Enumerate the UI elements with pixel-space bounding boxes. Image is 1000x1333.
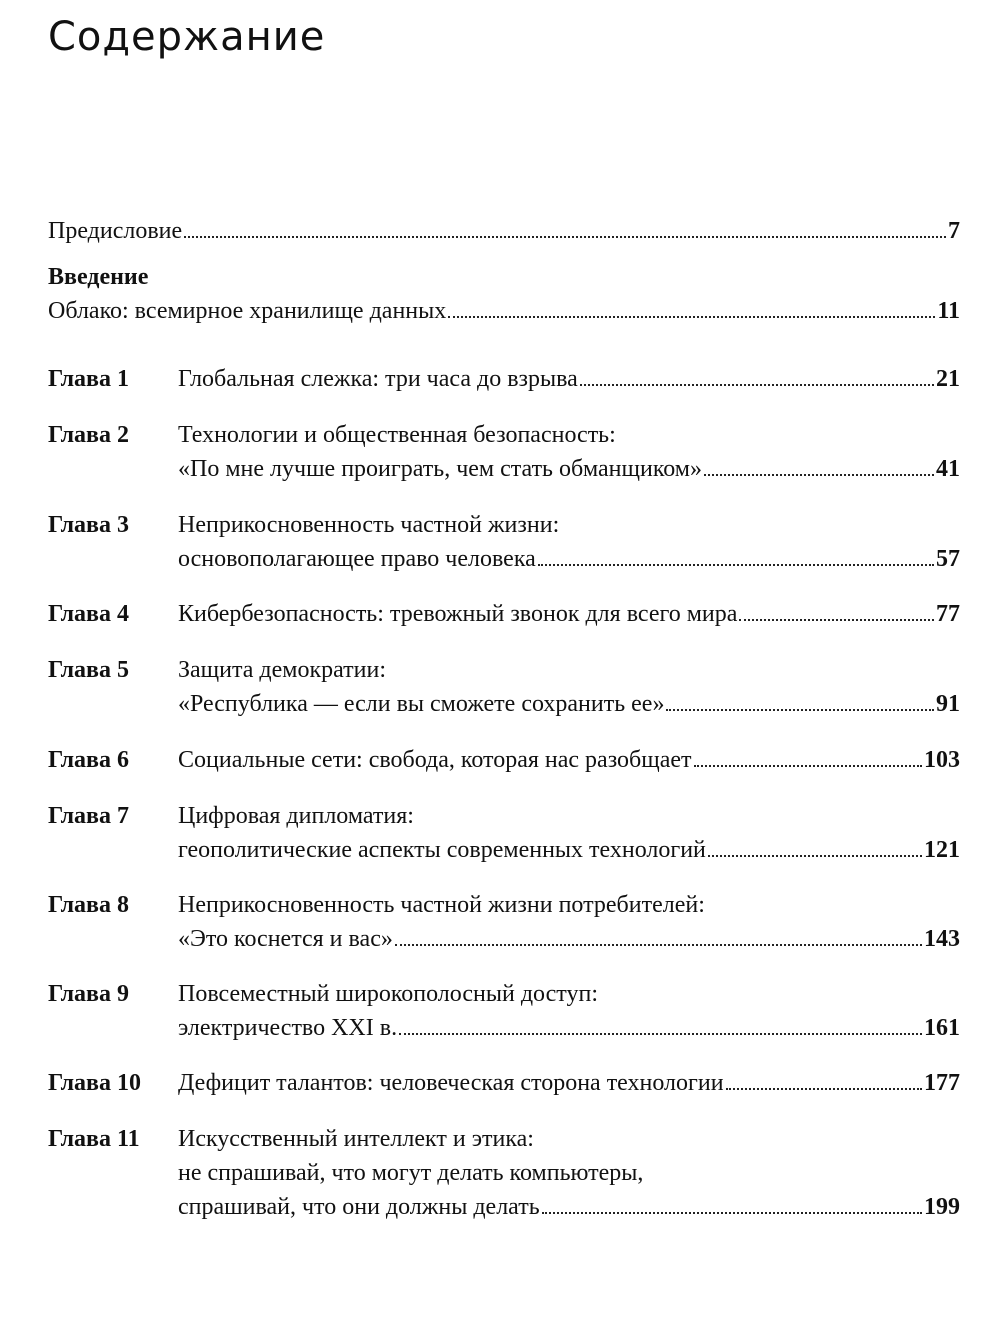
- introduction-entry[interactable]: [48, 260, 960, 328]
- page-number: 199: [924, 1194, 960, 1220]
- dot-leader: [666, 709, 934, 711]
- dot-leader: [538, 564, 934, 566]
- chapter-title-line: «Республика — если вы сможете сохранить ее»: [178, 691, 665, 717]
- chapter-label: Глава 10: [48, 1070, 141, 1096]
- dot-leader: [580, 384, 934, 386]
- chapter-title-line: «Это коснется и вас»: [178, 926, 393, 952]
- chapter-title-line: основополагающее право человека: [178, 546, 536, 572]
- chapter-title-line: Глобальная слежка: три часа до взрыва: [178, 366, 578, 392]
- dot-leader: [184, 236, 946, 238]
- chapter-title-block: [178, 597, 960, 631]
- dot-leader: [704, 474, 934, 476]
- chapter-title-line: Повсеместный широкополосный доступ:: [178, 981, 598, 1007]
- chapter-title-line: Защита демократии:: [178, 657, 387, 683]
- chapter-title-block: [178, 977, 960, 1045]
- page-number: 177: [924, 1070, 960, 1096]
- dot-leader: [694, 765, 922, 767]
- page-number: 41: [936, 456, 960, 482]
- dot-leader: [395, 944, 922, 946]
- chapter-title-line: Дефицит талантов: человеческая сторона технологии: [178, 1070, 724, 1096]
- dot-leader: [726, 1088, 922, 1090]
- chapter-title-line: Цифровая дипломатия:: [178, 803, 414, 829]
- dot-leader: [399, 1033, 922, 1035]
- preface-title: Предисловие: [48, 218, 183, 244]
- page-number: 143: [924, 926, 960, 952]
- chapter-label: Глава 9: [48, 981, 129, 1007]
- chapter-label: Глава 2: [48, 422, 129, 448]
- chapter-label: Глава 8: [48, 892, 129, 918]
- chapter-title-block: [178, 362, 960, 396]
- chapter-title-block: [178, 418, 960, 486]
- chapter-title-block: [178, 653, 960, 721]
- chapter-title-line: Социальные сети: свобода, которая нас разобщает: [178, 747, 692, 773]
- page-number: 121: [924, 837, 960, 863]
- chapter-title-line: «По мне лучше проиграть, чем стать обманщиком»: [178, 456, 702, 482]
- chapter-title-block: [178, 1066, 960, 1100]
- chapter-title-line: Неприкосновенность частной жизни:: [178, 512, 560, 538]
- page-number: 91: [936, 691, 960, 717]
- chapter-title-block: [178, 799, 960, 867]
- dot-leader: [708, 855, 922, 857]
- chapter-title-line: Неприкосновенность частной жизни потребителей:: [178, 892, 705, 918]
- chapter-title-line: Кибербезопасность: тревожный звонок для всего мира: [178, 601, 738, 627]
- page-number: 57: [936, 546, 960, 572]
- chapter-title-block: [178, 888, 960, 956]
- chapter-title-line: геополитические аспекты современных технологий: [178, 837, 706, 863]
- preface-entry[interactable]: [48, 214, 960, 248]
- chapter-title-line: Технологии и общественная безопасность:: [178, 422, 616, 448]
- dot-leader: [542, 1212, 922, 1214]
- chapter-label: Глава 5: [48, 657, 129, 683]
- chapter-label: Глава 7: [48, 803, 129, 829]
- chapter-title-block: [178, 743, 960, 777]
- chapter-title-block: [178, 508, 960, 576]
- chapter-title-line: спрашивай, что они должны делать: [178, 1194, 540, 1220]
- page-number: 21: [936, 366, 960, 392]
- chapter-label: Глава 1: [48, 366, 129, 392]
- page-number: 11: [937, 298, 960, 324]
- chapter-label: Глава 6: [48, 747, 129, 773]
- chapter-title-block: [178, 1122, 960, 1224]
- chapter-label: Глава 3: [48, 512, 129, 538]
- dot-leader: [448, 316, 935, 318]
- chapter-title-line: не спрашивай, что могут делать компьютеры,: [178, 1160, 644, 1186]
- chapter-label: Глава 4: [48, 601, 129, 627]
- page-number: 103: [924, 747, 960, 773]
- page-number: 7: [948, 218, 960, 244]
- chapter-title-line: электричество XXI в.: [178, 1015, 398, 1041]
- page-number: 77: [936, 601, 960, 627]
- introduction-heading: Введение: [48, 264, 149, 290]
- page-title: Содержание: [48, 14, 326, 60]
- chapter-label: Глава 11: [48, 1126, 140, 1152]
- chapter-title-line: Искусственный интеллект и этика:: [178, 1126, 534, 1152]
- dot-leader: [739, 619, 934, 621]
- page-number: 161: [924, 1015, 960, 1041]
- introduction-title: Облако: всемирное хранилище данных: [48, 298, 447, 324]
